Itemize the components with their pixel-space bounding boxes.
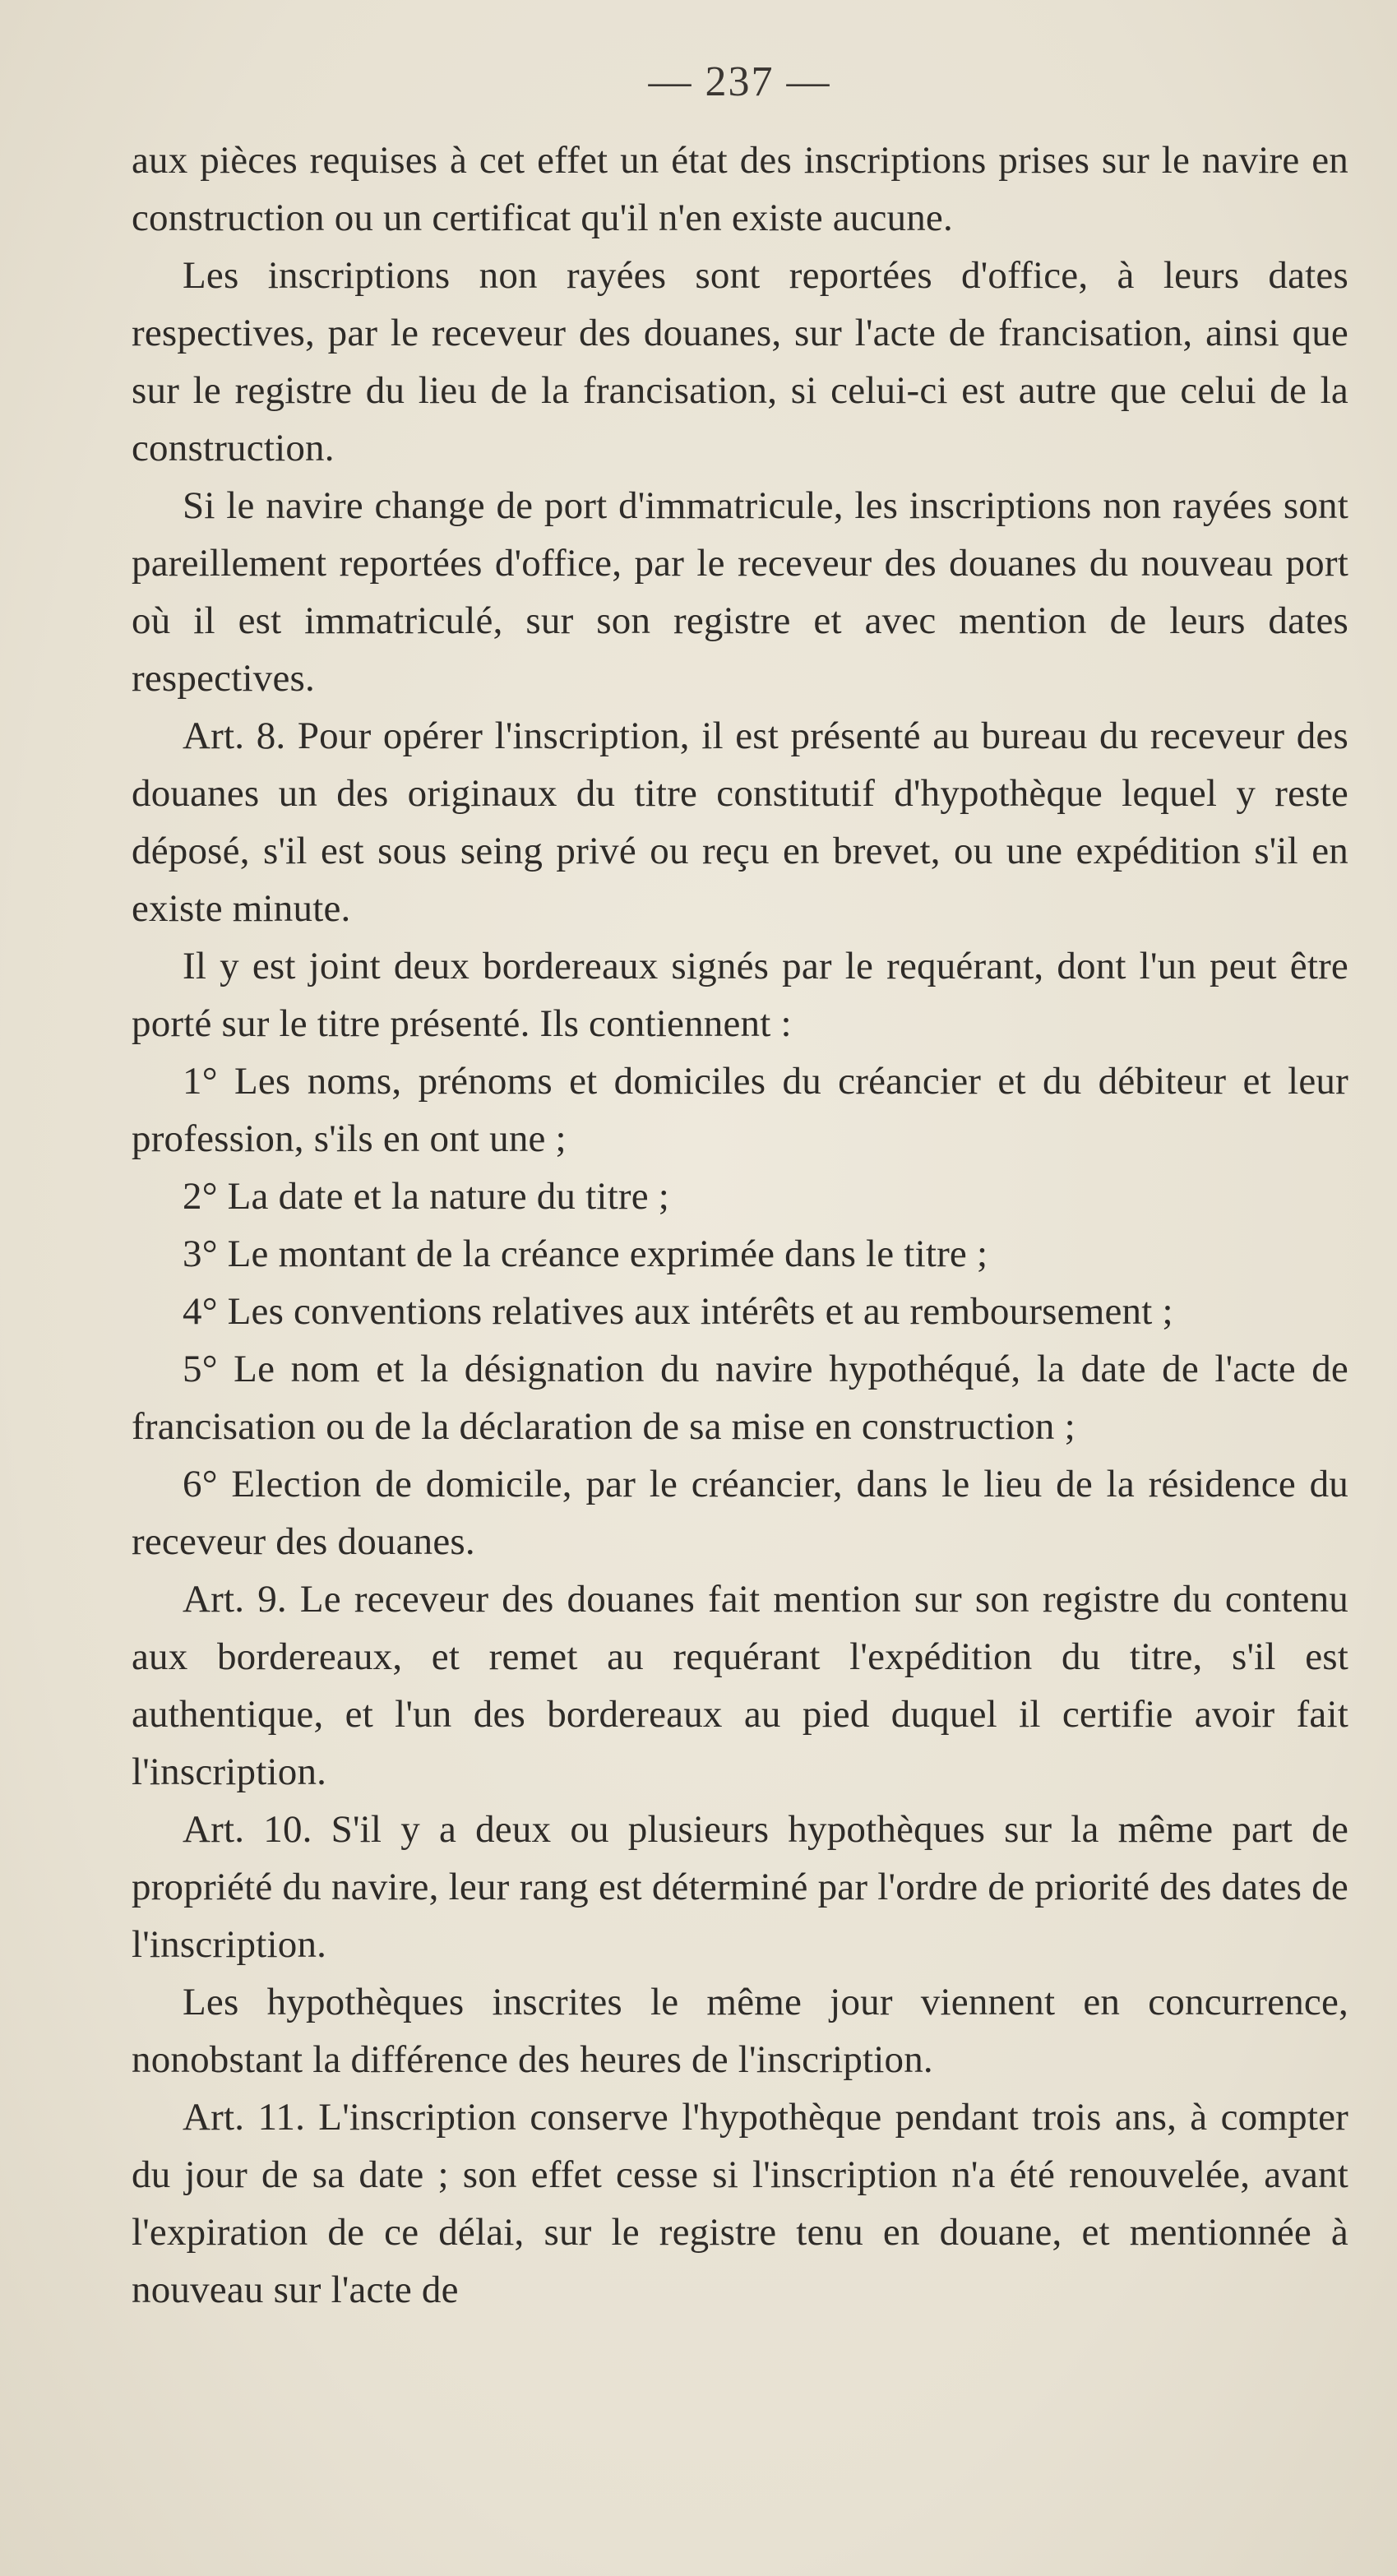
article-paragraph: Art. 10. S'il y a deux ou plusieurs hypothèques sur la même part de propriété du navire, leur rang est déterminé par l'ordre de priorité des dates de l'inscription. [132, 1808, 1348, 1966]
page-number: — 237 — [648, 58, 831, 105]
body-text [132, 132, 1348, 2319]
article-paragraph: Art. 9. Le receveur des douanes fait mention sur son registre du contenu aux bordereaux, et remet au requérant l'expédition du titre, s'il est authentique, et l'un des bordereaux au pied duquel il certifie avoir fait l'inscription. [132, 1578, 1348, 1793]
paragraph: Il y est joint deux bordereaux signés par le requérant, dont l'un peut être porté sur le titre présenté. Ils contiennent : [132, 945, 1348, 1045]
paragraph: Les hypothèques inscrites le même jour viennent en concurrence, nonobstant la différence des heures de l'inscription. [132, 1981, 1348, 2081]
article-paragraph: Art. 8. Pour opérer l'inscription, il est présenté au bureau du receveur des douanes un des originaux du titre constitutif d'hypothèque lequel y reste déposé, s'il est sous seing privé ou reçu en brevet, ou une expédition s'il en existe minute. [132, 715, 1348, 930]
list-item: 6° Election de domicile, par le créancier, dans le lieu de la résidence du receveur des douanes. [132, 1463, 1348, 1563]
list-item: 1° Les noms, prénoms et domiciles du créancier et du débiteur et leur profession, s'ils en ont une ; [132, 1060, 1348, 1160]
paragraph: Les inscriptions non rayées sont reportées d'office, à leurs dates respectives, par le receveur des douanes, sur l'acte de francisation, ainsi que sur le registre du lieu de la francisation, si celui-ci est autre que celui de la construction. [132, 254, 1348, 469]
list-item: 2° La date et la nature du titre ; [183, 1175, 669, 1218]
list-item: 4° Les conventions relatives aux intérêts et au remboursement ; [183, 1290, 1173, 1333]
paragraph: Si le navire change de port d'immatricule, les inscriptions non rayées sont pareillement reportées d'office, par le receveur des douanes du nouveau port où il est immatriculé, sur son registre et avec mention de leurs dates respectives. [132, 484, 1348, 700]
list-item: 3° Le montant de la créance exprimée dans le titre ; [183, 1233, 988, 1275]
article-paragraph: Art. 11. L'inscription conserve l'hypothèque pendant trois ans, à compter du jour de sa date ; son effet cesse si l'inscription n'a été renouvelée, avant l'expiration de ce délai, sur le registre tenu en douane, et mentionnée à nouveau sur l'acte de [132, 2096, 1348, 2311]
list-item: 5° Le nom et la désignation du navire hypothéqué, la date de l'acte de francisation ou de la déclaration de sa mise en construction ; [132, 1348, 1348, 1448]
paragraph: aux pièces requises à cet effet un état des inscriptions prises sur le navire en construction ou un certificat qu'il n'en existe aucune. [132, 139, 1348, 239]
